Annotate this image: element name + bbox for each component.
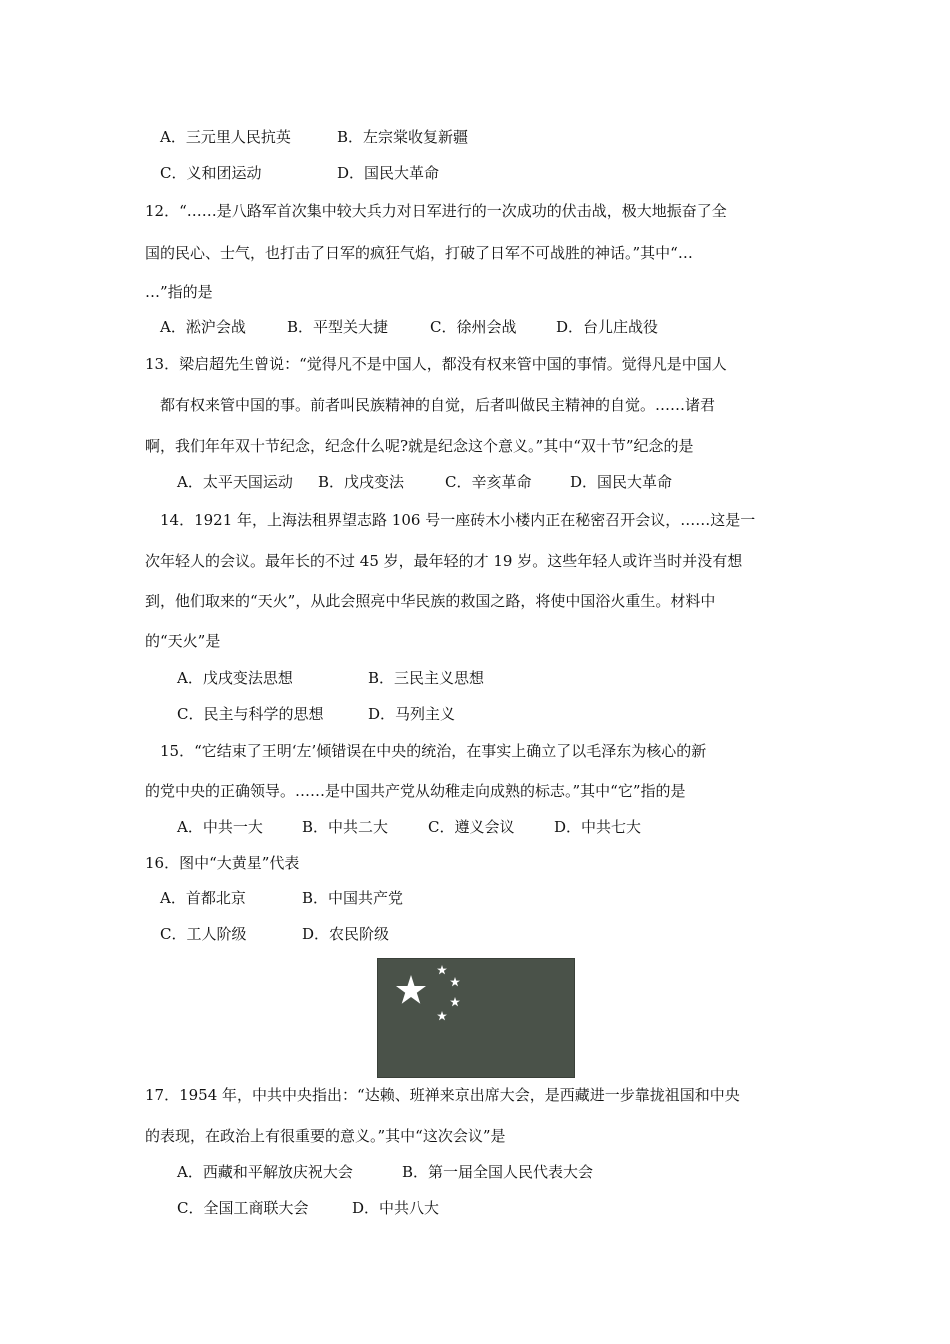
q14-stem-line-4: 的“天火”是: [145, 632, 221, 650]
q15-option-d: D．中共七大: [554, 818, 642, 836]
q16-stem-line-1: 16．图中“大黄星”代表: [145, 854, 300, 872]
q14-option-b: B．三民主义思想: [368, 669, 485, 687]
q16-option-a: A．首都北京: [160, 889, 246, 907]
q15-stem-line-2: 的党中央的正确领导。……是中国共产党从幼稚走向成熟的标志。”其中“它”指的是: [145, 782, 686, 800]
national-flag-icon: [377, 958, 575, 1078]
q14-stem-line-3: 到，他们取来的“天火”，从此会照亮中华民族的救国之路，将使中国浴火重生。材料中: [145, 592, 716, 610]
q12-stem-line-3: …”指的是: [145, 283, 213, 301]
q15-option-c: C．遵义会议: [428, 818, 515, 836]
q16-option-d: D．农民阶级: [302, 925, 390, 943]
q13-option-d: D．国民大革命: [570, 473, 673, 491]
q13-stem-line-3: 啊，我们年年双十节纪念，纪念什么呢?就是纪念这个意义。”其中“双十节”纪念的是: [145, 437, 694, 455]
q13-stem-line-2: 都有权来管中国的事。前者叫民族精神的自觉，后者叫做民主精神的自觉。……诸君: [160, 396, 716, 414]
q16-option-c: C．工人阶级: [160, 925, 247, 943]
q11-option-b: B．左宗棠收复新疆: [337, 128, 469, 146]
q12-option-c: C．徐州会战: [430, 318, 517, 336]
q14-option-d: D．马列主义: [368, 705, 456, 723]
small-star-icon: [437, 965, 447, 974]
q17-stem-line-1: 17．1954 年，中共中央指出：“达赖、班禅来京出席大会，是西藏进一步靠拢祖国和中央: [145, 1086, 740, 1104]
q13-stem-line-1: 13．梁启超先生曾说：“觉得凡不是中国人，都没有权来管中国的事情。觉得凡是中国人: [145, 355, 727, 373]
q15-option-a: A．中共一大: [177, 818, 263, 836]
q17-option-b: B．第一届全国人民代表大会: [402, 1163, 594, 1181]
flag-stars: [378, 959, 574, 1077]
q12-option-d: D．台儿庄战役: [556, 318, 659, 336]
q17-option-a: A．西藏和平解放庆祝大会: [177, 1163, 353, 1181]
q12-option-a: A．淞沪会战: [160, 318, 246, 336]
q11-option-a: A．三元里人民抗英: [160, 128, 291, 146]
q17-option-c: C．全国工商联大会: [177, 1199, 309, 1217]
q12-stem-line-2: 国的民心、士气，也打击了日军的疯狂气焰，打破了日军不可战胜的神话。”其中“…: [145, 244, 693, 262]
big-star-icon: [396, 975, 426, 1004]
small-star-icon: [450, 977, 460, 986]
q13-option-c: C．辛亥革命: [445, 473, 532, 491]
q12-stem-line-1: 12．“……是八路军首次集中较大兵力对日军进行的一次成功的伏击战，极大地振奋了全: [145, 202, 727, 220]
q11-option-d: D．国民大革命: [337, 164, 440, 182]
q14-option-a: A．戊戌变法思想: [177, 669, 293, 687]
q13-option-b: B．戊戌变法: [318, 473, 405, 491]
q15-option-b: B．中共二大: [302, 818, 389, 836]
q17-stem-line-2: 的表现，在政治上有很重要的意义。”其中“这次会议”是: [145, 1127, 506, 1145]
small-star-icon: [437, 1011, 447, 1020]
q16-option-b: B．中国共产党: [302, 889, 404, 907]
q14-stem-line-1: 14．1921 年，上海法租界望志路 106 号一座砖木小楼内正在秘密召开会议，……这是一: [160, 511, 756, 529]
q15-stem-line-1: 15．“它结束了王明‘左’倾错误在中央的统治，在事实上确立了以毛泽东为核心的新: [160, 742, 707, 760]
q17-option-d: D．中共八大: [352, 1199, 440, 1217]
small-star-icon: [450, 997, 460, 1006]
q12-option-b: B．平型关大捷: [287, 318, 389, 336]
q11-option-c: C．义和团运动: [160, 164, 262, 182]
q13-option-a: A．太平天国运动: [177, 473, 293, 491]
q14-option-c: C．民主与科学的思想: [177, 705, 324, 723]
q14-stem-line-2: 次年轻人的会议。最年长的不过 45 岁，最年轻的才 19 岁。这些年轻人或许当时并没有想: [145, 552, 743, 570]
